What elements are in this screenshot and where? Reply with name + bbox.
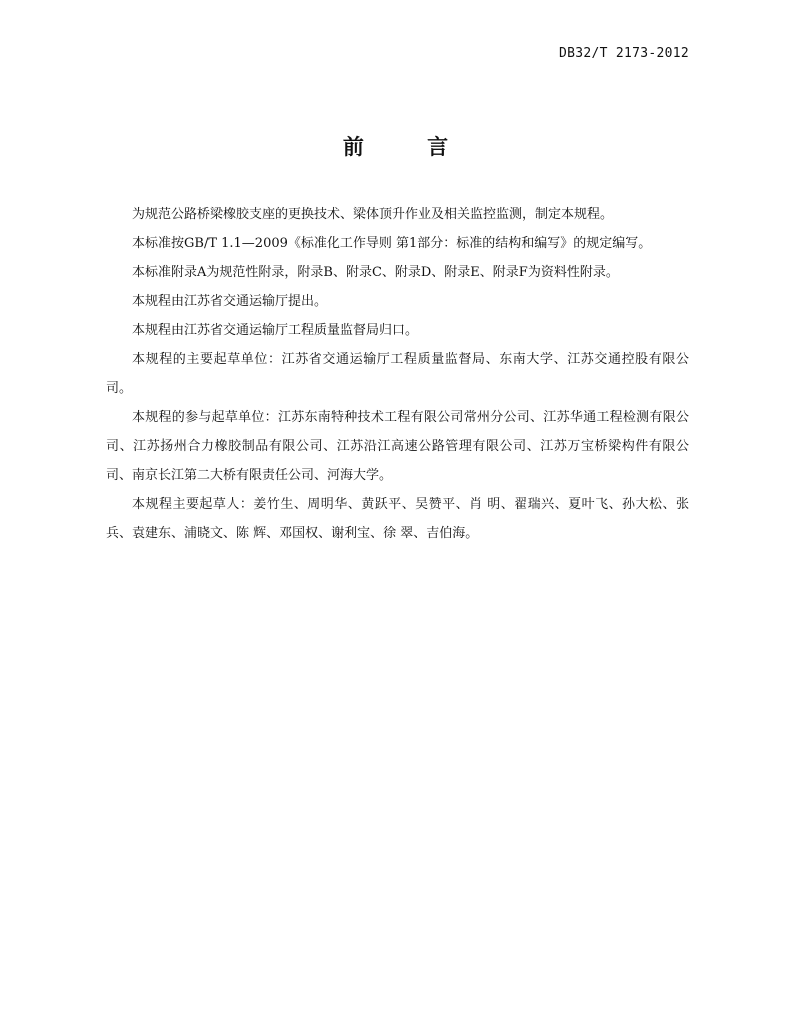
preface-body <box>106 200 689 548</box>
paragraph-administrator: 本规程由江苏省交通运输厅工程质量监督局归口。 <box>132 323 419 338</box>
paragraph-proposer: 本规程由江苏省交通运输厅提出。 <box>132 294 328 309</box>
paragraph-appendices: 本标准附录A为规范性附录，附录B、附录C、附录D、附录E、附录F为资料性附录。 <box>132 265 619 280</box>
page-title: 前 言 <box>342 135 477 159</box>
document-code: DB32/T 2173-2012 <box>558 46 689 61</box>
paragraph-participating-drafters: 本规程的参与起草单位：江苏东南特种技术工程有限公司常州分公司、江苏华通工程检测有限公司、江苏扬州合力橡胶制品有限公司、江苏沿江高速公路管理有限公司、江苏万宝桥梁构件有限公司、南京长江第二大桥有限责任公司、河海大学。 <box>106 410 689 483</box>
paragraph-main-drafters: 本规程的主要起草单位：江苏省交通运输厅工程质量监督局、东南大学、江苏交通控股有限公司。 <box>106 352 689 396</box>
paragraph-purpose: 为规范公路桥梁橡胶支座的更换技术、梁体顶升作业及相关监控监测，制定本规程。 <box>132 207 614 222</box>
paragraph-standard-basis: 本标准按GB/T 1.1—2009《标准化工作导则 第1部分：标准的结构和编写》的规定编写。 <box>132 236 652 251</box>
paragraph-drafting-persons: 本规程主要起草人：姜竹生、周明华、黄跃平、吴赞平、肖 明、翟瑞兴、夏叶飞、孙大松、张兵、袁建东、浦晓文、陈 辉、邓国权、谢利宝、徐 翠、吉伯海。 <box>106 497 689 541</box>
